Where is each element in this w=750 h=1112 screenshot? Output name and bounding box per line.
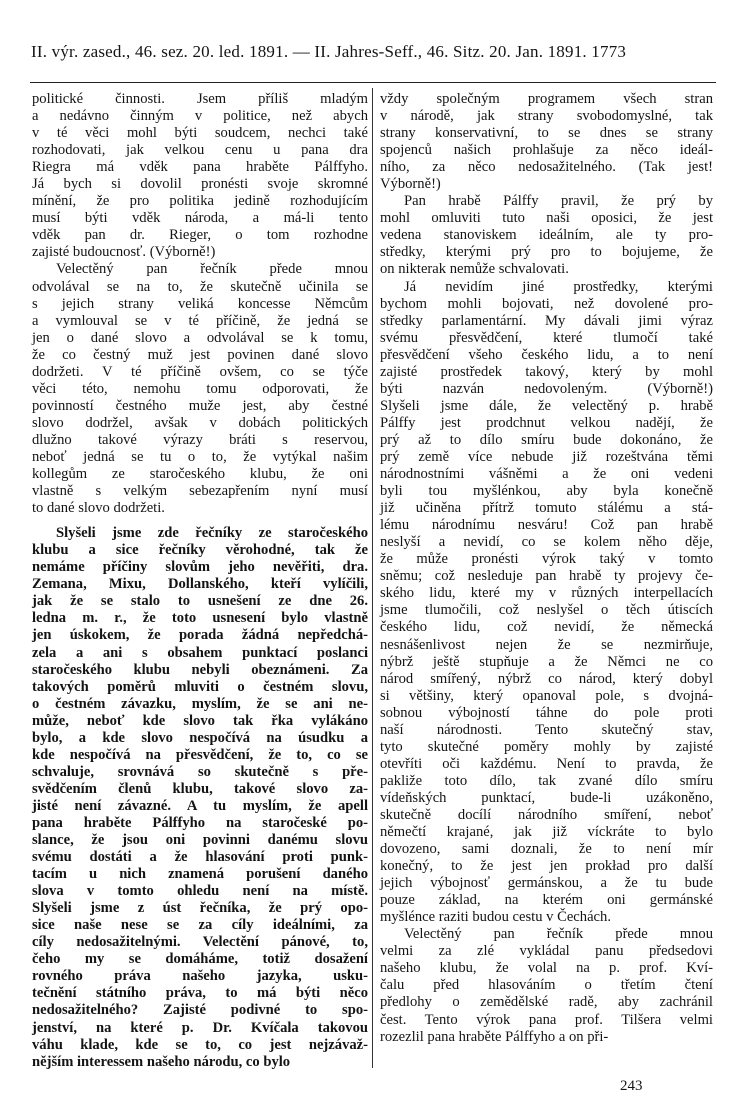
- text-line: zajisté prostředek takový, který by mohl: [380, 363, 713, 380]
- text-line: tyto skutečné poměry mohly by zajisté: [380, 738, 713, 755]
- text-line: jen úskokem, že porada žádná nepředchá-: [32, 627, 368, 644]
- text-line: nějším interessem našeho národu, co bylo: [32, 1053, 291, 1070]
- text-line: kde nespočívá na přesvědčení, že to, co se: [32, 746, 368, 763]
- text-line: myšlénce raziti budou cestu v Čechách.: [380, 909, 611, 926]
- text-line: vždy společným programem všech stran: [380, 91, 713, 107]
- text-line: [32, 517, 368, 525]
- text-line: pakliže toto dílo, tak zvané dílo smíru: [380, 772, 713, 789]
- text-line: slova v tomto ohledu není na místě.: [32, 883, 368, 900]
- column-divider: [372, 88, 373, 1068]
- text-line: sněmu; což nesleduje pan hrabě ty projevy če-: [380, 568, 713, 585]
- text-line: on nikterak nemůže schvalovati.: [380, 261, 569, 278]
- text-line: o čestném závazku, myslím, že se ani ne-: [32, 695, 368, 712]
- text-line: cíly nedosažitelnými. Velectění pánové, to,: [32, 934, 368, 951]
- text-line: čeho my se domáháme, totiž dosažení: [32, 951, 368, 968]
- text-line: prý země více nebude již rozeštvána těmi: [380, 448, 713, 465]
- text-line: jen o dané slovo a odvolával se k tomu,: [32, 329, 368, 346]
- text-line: jsme tlumočili, což neslyšel o těch útiscích: [380, 602, 713, 619]
- text-line: dodržeti. V té příčině ovšem, co se týče: [32, 363, 368, 380]
- header-text: II. výr. zased., 46. sez. 20. led. 1891. — II. Jahres-Seff., 46. Sitz. 20. Jan. 1891. 1773: [31, 42, 627, 61]
- text-line: konečný, to že jest jen prokład pro další: [380, 858, 713, 875]
- text-line: zela a ani s obsahem punktací poslanci: [32, 644, 368, 661]
- text-line: takových poměrů mluviti o čestném slovu,: [32, 678, 368, 695]
- text-line: národnostními vášněmi a že oni vedeni: [380, 466, 713, 483]
- text-line: středky, kterými prý pro to bojujeme, že: [380, 244, 713, 261]
- text-line: přesvědčení všeho českého lidu, a to není: [380, 346, 713, 363]
- text-line: Pan hrabě Pálffy pravil, že prý by: [404, 193, 713, 210]
- text-line: ského lidu, které my v různých interpellacích: [380, 585, 713, 602]
- text-line: Velectěný pan řečník přede mnou: [56, 261, 368, 278]
- running-header: [31, 32, 715, 76]
- text-line: mohl omluviti tuto naši oposici, že jest: [380, 210, 713, 227]
- text-line: jisté není závazné. A tu myslím, že apell: [32, 797, 368, 814]
- text-line: nesnášenlivost nejen že se nezmirňuje,: [380, 636, 713, 653]
- text-line: sobnou výbojností táhne do pole proti: [380, 704, 713, 721]
- text-line: sice naše nese se za cíly ideálními, za: [32, 917, 368, 934]
- text-line: slance, že jsou oni povinni danému slovu: [32, 832, 368, 849]
- text-line: spojenců našich prohlašuje za něco ideál-: [380, 142, 713, 159]
- text-line: věci této, nemohu tomu odporovati, že: [32, 380, 368, 397]
- text-line: si většiny, který opanoval pole, s dvojná-: [380, 687, 713, 704]
- text-line: svému přesvědčení, které tlumočí také: [380, 329, 713, 346]
- text-line: to dané slovo dodržeti.: [32, 500, 165, 517]
- text-line: že může pronésti výrok taký v tomto: [380, 551, 713, 568]
- text-line: nýbrž ještě stupňuje a že Němci ne co: [380, 653, 713, 670]
- text-line: tečnění státního práva, to má býti něco: [32, 985, 368, 1002]
- text-line: neslyší a nevidí, co se kolem něho děje,: [380, 534, 713, 551]
- text-line: politické činnosti. Jsem příliš mladým: [32, 91, 368, 107]
- text-line: jak že se stalo to usnešení ze dne 26.: [32, 593, 368, 610]
- text-line: s jejich strany veliká koncesse Němcům: [32, 295, 368, 312]
- text-line: národ smířený, nýbrž co národ, který dobyl: [380, 670, 713, 687]
- text-line: otevříti oči každému. Není to pravda, že: [380, 755, 713, 772]
- text-line: neboť jedná se tu o to, že vytýkal našim: [32, 448, 368, 465]
- text-line: kollegům ze staročeského klubu, že oni: [32, 466, 368, 483]
- text-line: v té věci mohl býti soudcem, nechci také: [32, 125, 368, 142]
- text-line: čest. Tento výrok pana prof. Tilšera velmi: [380, 1011, 713, 1028]
- text-line: vlastně s velkým sebezapřením nyní musí: [32, 483, 368, 500]
- text-line: naší národnosti. Tento skutečný stav,: [380, 721, 713, 738]
- text-line: Já bych si dovolil pronésti svoje skromné: [32, 176, 368, 193]
- text-line: dlužno takové výrazy bráti s reservou,: [32, 431, 368, 448]
- text-line: staročeského klubu nebyli obeznámeni. Za: [32, 661, 368, 678]
- text-line: prý až to dílo smíru bude dokonáno, že: [380, 431, 713, 448]
- text-line: Zemana, Mixu, Dollanského, kteří vylíčili,: [32, 576, 368, 593]
- text-line: byli tou myšlénkou, aby byla konečně: [380, 483, 713, 500]
- page-number: 243: [620, 1078, 643, 1094]
- text-line: tacím u nich znamená porušení daného: [32, 866, 368, 883]
- text-line: našeho klubu, že volal na p. prof. Kví-: [380, 960, 713, 977]
- text-line: rovného práva našeho jazyka, usku-: [32, 968, 368, 985]
- text-line: Slyšeli jsme zde řečníky ze staročeského: [56, 525, 368, 542]
- text-line: nemáme příčiny slovům jeho nevěřiti, dra.: [32, 559, 368, 576]
- text-line: mínění, že pro politika jedině rozhodujícím: [32, 193, 368, 210]
- text-line: že co čestný muž jest povinen dané slovo: [32, 346, 368, 363]
- text-line: němečtí krajané, jak již víckráte to bylo: [380, 824, 713, 841]
- text-line: již učiněna přítrž tomuto stálému a stá-: [380, 500, 713, 517]
- text-line: jenství, na které p. Dr. Kvíčala takovou: [32, 1019, 368, 1036]
- text-line: pouze základ, na kterém oni germánské: [380, 892, 713, 909]
- text-line: skutečně docílí národního smíření, neboť: [380, 806, 713, 823]
- text-line: vedena stanoviskem ideálním, ale ty pro-: [380, 227, 713, 244]
- text-line: vídeňských punktací, bude-li uzákoněno,: [380, 789, 713, 806]
- text-line: dovozeno, sami doznali, že to není mír: [380, 841, 713, 858]
- text-line: Já nevidím jiné prostředky, kterými: [404, 278, 713, 295]
- text-line: ledna m. r., že toto usnesení bylo vlastně: [32, 610, 368, 627]
- text-line: pana hraběte Pálffyho na staročeské po-: [32, 814, 368, 831]
- text-line: rozhodovati, jak velkou cenu u pana dra: [32, 142, 368, 159]
- text-line: schvaluje, srovnává so skutečně s pře-: [32, 763, 368, 780]
- text-line: musí býti vděk národa, a má-li tento: [32, 210, 368, 227]
- text-line: lému národnímu nesváru! Což pan hrabě: [380, 517, 713, 534]
- text-line: býti nazván nedovoleným. (Výborně!): [380, 380, 713, 397]
- text-line: a nedávno činným v politice, než abych: [32, 108, 368, 125]
- text-line: Velectěný pan řečník přede mnou: [404, 926, 713, 943]
- text-line: čalu před hlasováním o třetím čtení: [380, 977, 713, 994]
- right-column: [380, 91, 713, 1046]
- text-line: váhu klade, kde se to, co jest nejzávaž-: [32, 1036, 368, 1053]
- text-line: jejich výbojnosť germánskou, a že tu bude: [380, 875, 713, 892]
- text-line: povinností čestného muže jest, aby čestné: [32, 397, 368, 414]
- text-line: předlohy o zemědělské radě, aby zachránil: [380, 994, 713, 1011]
- text-line: Pálffy jest prodchnut velkou nadějí, že: [380, 414, 713, 431]
- text-line: slovo dodržel, avšak v dobách politických: [32, 414, 368, 431]
- text-line: rozezlil pana hraběte Pálffyho a on při-: [380, 1028, 609, 1045]
- text-line: vděk pan dr. Rieger, o tom rozhodne: [32, 227, 368, 244]
- text-line: nedosažitelného? Zajisté podivné to spo-: [32, 1002, 368, 1019]
- text-line: Slyšeli jsme dále, že velectěný p. hrabě: [380, 397, 713, 414]
- text-line: strany konservativní, to se dnes se strany: [380, 125, 713, 142]
- text-line: bylo, a kde slovo nespočívá na úsudku a: [32, 729, 368, 746]
- text-line: klubu a sice řečníky věrohodné, tak že: [32, 542, 368, 559]
- text-line: ního, za něco nedosažitelného. (Tak jest!: [380, 159, 713, 176]
- text-line: může, neboť kde slovo tak řka vylákáno: [32, 712, 368, 729]
- text-line: odvolával se na to, že skutečně učinila se: [32, 278, 368, 295]
- text-line: zajisté budoucnosť. (Výborně!): [32, 244, 216, 261]
- text-line: Výborně!): [380, 176, 441, 193]
- text-line: svému dostáti a že hlasování proti punk-: [32, 849, 368, 866]
- left-column: [32, 91, 368, 1071]
- text-line: v národě, jak strany svobodomyslné, tak: [380, 108, 713, 125]
- text-line: Riegra má vděk pana hraběte Pálffyho.: [32, 159, 368, 176]
- text-line: českého lidu, což nevidí, že německá: [380, 619, 713, 636]
- text-line: Slyšeli jsme z úst řečníka, že prý opo-: [32, 900, 368, 917]
- header-rule: [30, 82, 716, 83]
- text-line: bychom mohli bojovati, než dovolené pro-: [380, 295, 713, 312]
- text-line: a vymlouval se v té příčině, že jedná se: [32, 312, 368, 329]
- text-line: velmi za zlé vykládal panu předsedovi: [380, 943, 713, 960]
- text-line: svědčením členů klubu, takové slovo za-: [32, 780, 368, 797]
- text-line: středky parlamentární. My dávali jimi výraz: [380, 312, 713, 329]
